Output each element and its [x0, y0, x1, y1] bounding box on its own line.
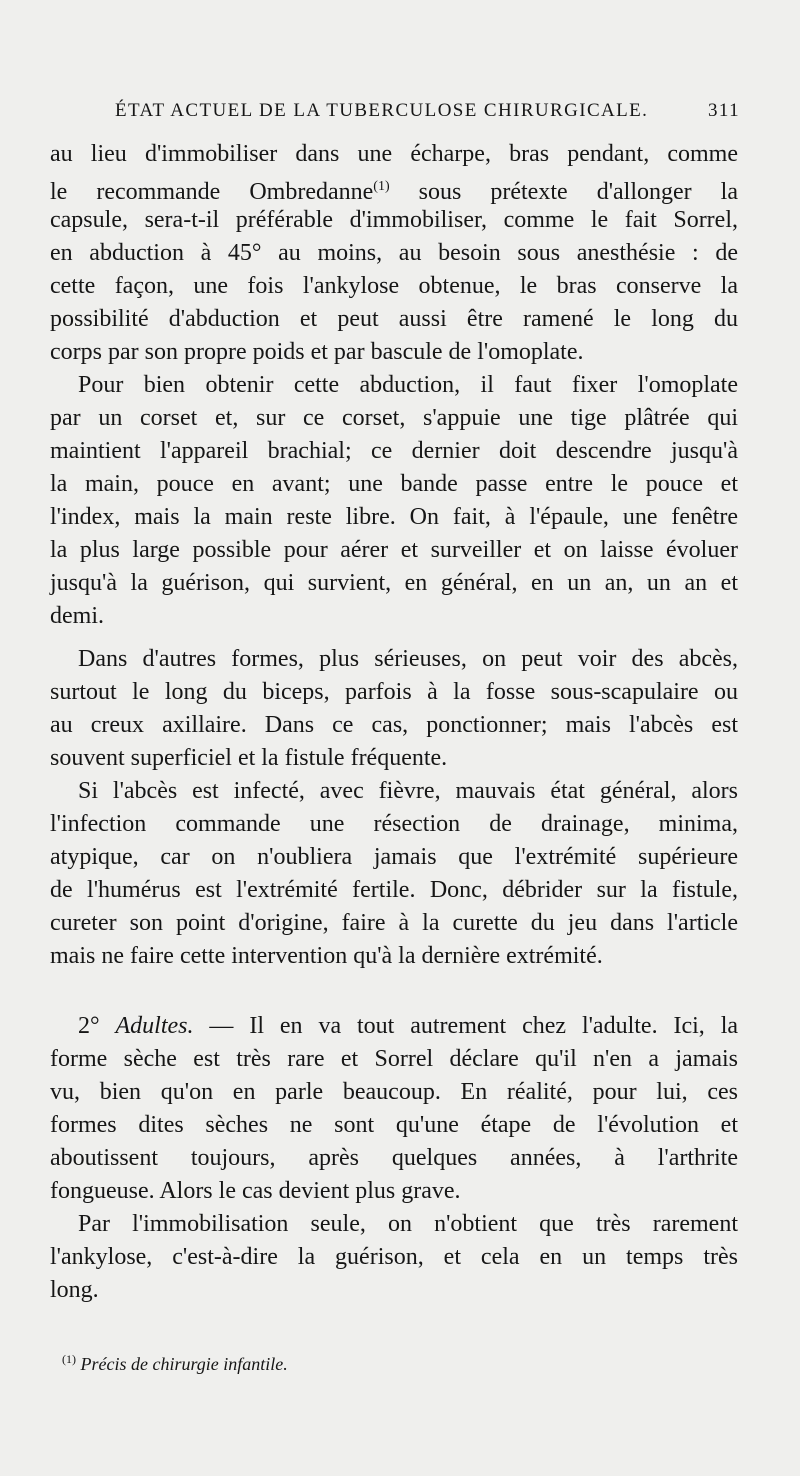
text-line: jusqu'à la guérison, qui survient, en général, en un an, un an et: [50, 570, 738, 596]
text-line: en abduction à 45° au moins, au besoin sous anesthésie : de: [50, 240, 738, 266]
text-line: la plus large possible pour aérer et surveiller et on laisse évoluer: [50, 537, 738, 563]
text-line: Pour bien obtenir cette abduction, il faut fixer l'omoplate: [78, 372, 738, 398]
text-line: fongueuse. Alors le cas devient plus grave.: [50, 1178, 461, 1204]
text-line: par un corset et, sur ce corset, s'appuie une tige plâtrée qui: [50, 405, 738, 431]
text-line: corps par son propre poids et par bascule de l'omoplate.: [50, 339, 584, 365]
text-line: au creux axillaire. Dans ce cas, ponctionner; mais l'abcès est: [50, 712, 738, 738]
text-line: maintient l'appareil brachial; ce dernier doit descendre jusqu'à: [50, 438, 738, 464]
text-line: au lieu d'immobiliser dans une écharpe, bras pendant, comme: [50, 141, 738, 167]
footnote-text: Précis de chirurgie infantile.: [80, 1354, 288, 1374]
text-line: Dans d'autres formes, plus sérieuses, on peut voir des abcès,: [78, 646, 738, 672]
text-line: Si l'abcès est infecté, avec fièvre, mauvais état général, alors: [78, 778, 738, 804]
section-heading-line: 2° Adultes. — Il en va tout autrement chez l'adulte. Ici, la: [78, 1013, 739, 1039]
text-line: formes dites sèches ne sont qu'une étape de l'évolution et: [50, 1112, 738, 1138]
footnote-reference: (1): [373, 179, 390, 194]
page-number: 311: [708, 100, 740, 121]
text-line: demi.: [50, 603, 104, 629]
text-line: forme sèche est très rare et Sorrel déclare qu'il n'en a jamais: [50, 1046, 738, 1072]
text-line: possibilité d'abduction et peut aussi être ramené le long du: [50, 306, 738, 332]
text-line: le recommande Ombredanne$^{(1)}$ sous prétexte d'allonger la: [50, 179, 739, 205]
footnote-marker: (1): [62, 1352, 76, 1366]
running-title: ÉTAT ACTUEL DE LA TUBERCULOSE CHIRURGICALE.: [115, 100, 649, 121]
footnote: [62, 1352, 288, 1375]
text-line: capsule, sera-t-il préférable d'immobiliser, comme le fait Sorrel,: [50, 207, 738, 233]
text-line: mais ne faire cette intervention qu'à la dernière extrémité.: [50, 943, 603, 969]
text-line: vu, bien qu'on en parle beaucoup. En réalité, pour lui, ces: [50, 1079, 738, 1105]
text-line: surtout le long du biceps, parfois à la fosse sous-scapulaire ou: [50, 679, 738, 705]
text-line: souvent superficiel et la fistule fréquente.: [50, 745, 448, 771]
text-line: l'index, mais la main reste libre. On fait, à l'épaule, une fenêtre: [50, 504, 738, 530]
section-title: Adultes.: [115, 1013, 194, 1039]
section-number: 2°: [78, 1013, 100, 1039]
text-line: l'infection commande une résection de drainage, minima,: [50, 811, 738, 837]
text-line: long.: [50, 1277, 99, 1303]
text-line: cette façon, une fois l'ankylose obtenue, le bras conserve la: [50, 273, 738, 299]
text-line: cureter son point d'origine, faire à la curette du jeu dans l'article: [50, 910, 738, 936]
text-line: de l'humérus est l'extrémité fertile. Donc, débrider sur la fistule,: [50, 877, 738, 903]
text-line: l'ankylose, c'est-à-dire la guérison, et cela en un temps très: [50, 1244, 738, 1270]
text-line: atypique, car on n'oubliera jamais que l'extrémité supérieure: [50, 844, 738, 870]
text-line: aboutissent toujours, après quelques années, à l'arthrite: [50, 1145, 738, 1171]
text-line: la main, pouce en avant; une bande passe entre le pouce et: [50, 471, 738, 497]
text-line: Par l'immobilisation seule, on n'obtient que très rarement: [78, 1211, 738, 1237]
